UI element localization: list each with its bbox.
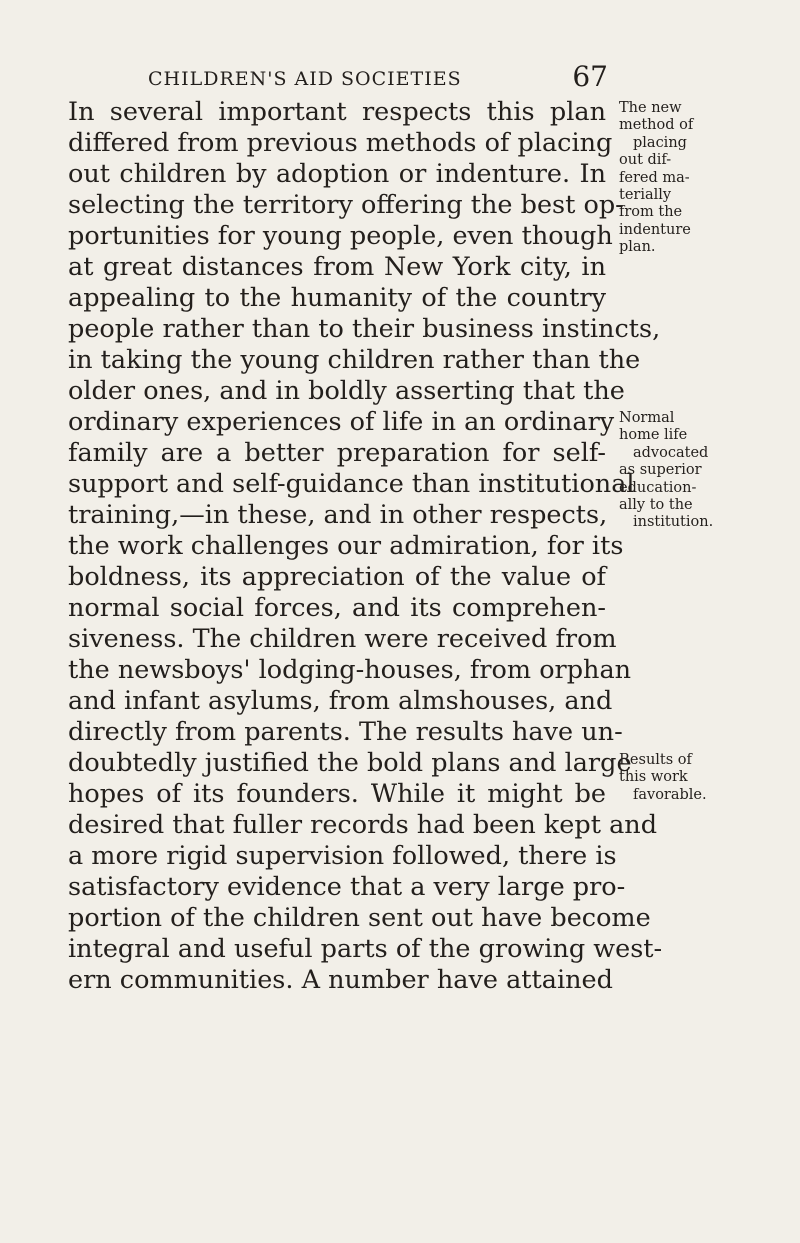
margin-note-line: advocated — [633, 444, 709, 461]
margin-note-line: plan. — [619, 239, 656, 256]
margin-note-line: fered ma- — [619, 169, 690, 186]
margin-note-line: method of — [619, 117, 694, 134]
margin-note-placing-out — [619, 100, 744, 257]
text-line: portion of the children sent out have become — [68, 903, 651, 933]
margin-note-line: indenture — [619, 221, 691, 238]
text-line: training,—in these, and in other respects, — [68, 500, 608, 530]
text-line: in taking the young children rather than the — [68, 345, 641, 375]
text-line: people rather than to their business instincts, — [68, 314, 661, 344]
text-line: out children by adoption or indenture. In — [68, 159, 606, 189]
text-line: appealing to the humanity of the country — [68, 283, 606, 313]
margin-note-line: terially — [619, 187, 672, 204]
margin-note-line: Results of — [619, 752, 692, 768]
margin-note-home-life — [619, 410, 744, 532]
margin-note-line: Normal — [619, 410, 675, 426]
margin-note-line: ally to the — [619, 497, 693, 514]
margin-note-line: as superior — [619, 462, 702, 479]
text-line: doubtedly justified the bold plans and large — [68, 748, 632, 778]
running-head — [148, 60, 608, 94]
margin-note-line: home life — [619, 427, 688, 444]
text-line: the newsboys' lodging-houses, from orphan — [68, 655, 632, 685]
text-line: desired that fuller records had been kept and — [68, 810, 658, 840]
text-line: support and self-guidance than institutional — [68, 469, 635, 499]
text-line: older ones, and in boldly asserting that the — [68, 376, 625, 406]
text-line: a more rigid supervision followed, there is — [68, 841, 617, 871]
text-line: differed from previous methods of placing — [68, 128, 613, 158]
margin-note-line: The new — [619, 100, 682, 116]
text-line: selecting the territory offering the best op- — [68, 190, 624, 220]
text-line: boldness, its appreciation of the value of — [68, 562, 606, 592]
margin-note-line: placing — [633, 134, 687, 151]
text-line: siveness. The children were received from — [68, 624, 617, 654]
text-line: at great distances from New York city, in — [68, 252, 606, 282]
text-line: portunities for young people, even though — [68, 221, 613, 251]
text-line: directly from parents. The results have un- — [68, 717, 623, 747]
margin-note-results — [619, 752, 744, 804]
margin-note-line: this work — [619, 769, 688, 786]
text-line: family are a better preparation for self- — [68, 438, 606, 468]
text-line: the work challenges our admiration, for its — [68, 531, 624, 561]
margin-note-line: education- — [619, 479, 697, 496]
page-number: 67 — [572, 60, 608, 93]
text-line: hopes of its founders. While it might be — [68, 779, 606, 809]
margin-note-line: institution. — [633, 514, 714, 531]
margin-note-line: favorable. — [633, 786, 707, 803]
text-line: integral and useful parts of the growing west- — [68, 934, 663, 964]
text-line: In several important respects this plan — [68, 97, 606, 127]
text-line: ern communities. A number have attained — [68, 965, 613, 995]
running-title: CHILDREN'S AID SOCIETIES — [148, 68, 462, 90]
margin-note-line: from the — [619, 204, 683, 221]
text-line: normal social forces, and its comprehen- — [68, 593, 606, 623]
margin-note-line: out dif- — [619, 152, 672, 169]
text-line: satisfactory evidence that a very large pro- — [68, 872, 626, 902]
text-line: ordinary experiences of life in an ordinary — [68, 407, 615, 437]
text-line: and infant asylums, from almshouses, and — [68, 686, 613, 716]
